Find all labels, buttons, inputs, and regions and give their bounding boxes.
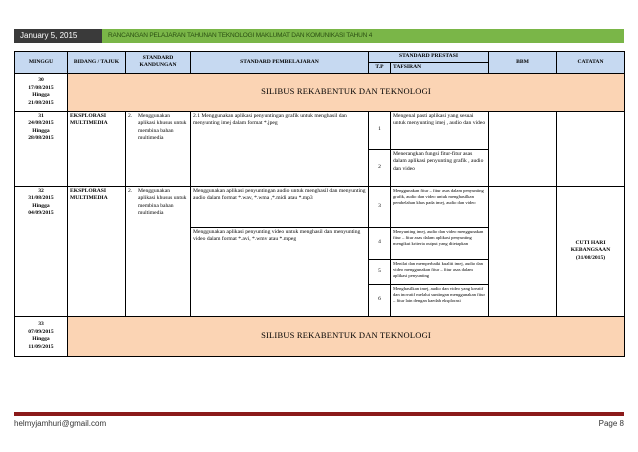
footer-email: helmyjamhuri@gmail.com bbox=[14, 419, 107, 428]
standard-pembelajaran-cell: 2.1 Menggunakan aplikasi penyuntingan grafik untuk menghasil dan menyunting imej dalam format *.jpeg bbox=[191, 111, 369, 186]
table-row bbox=[15, 186, 625, 227]
tafsiran-cell: Menyunting imej, audio dan video menggunakan fitur – fitur asas dalam aplikasi penyunting mengikut kriteria output yang ditetapkan bbox=[391, 227, 489, 259]
tafsiran-cell: Menerangkan fungsi fitur-fitur asas dalam aplikasi penyunting grafik , audio dan video bbox=[391, 149, 489, 186]
header-date: January 5, 2015 bbox=[14, 29, 102, 43]
catatan-cell bbox=[557, 111, 625, 186]
tafsiran-cell: Menggunakan fitur – fitur asas dalam penyunting grafik, audio dan video untuk menghasilkan pembelahan khas pada imej, audio dan video bbox=[391, 186, 489, 227]
tp-cell: 4 bbox=[369, 227, 391, 259]
tafsiran-cell: Mengenal pasti aplikasi yang sesuai untuk menyunting imej , audio dan video bbox=[391, 111, 489, 149]
tp-cell: 2 bbox=[369, 149, 391, 186]
standard-pembelajaran-cell: Menggunakan aplikasi penyunting video untuk menghasil dan menyunting video dalam format *.avi, *.wmv atau *.mpeg bbox=[191, 227, 369, 316]
col-catatan: CATATAN bbox=[557, 52, 625, 74]
page-header bbox=[14, 29, 624, 43]
table-row bbox=[15, 316, 625, 356]
col-bidang: BIDANG / TAJUK bbox=[68, 52, 126, 74]
tafsiran-cell: Menghasilkan imej, audio dan video yang kreatif dan inovatif melalui suntingan menggunakan fitur – fitur lain dengan kaedah eksplorasi bbox=[391, 284, 489, 316]
tp-cell: 3 bbox=[369, 186, 391, 227]
table-row bbox=[15, 73, 625, 111]
tp-cell: 1 bbox=[369, 111, 391, 149]
col-bbm: BBM bbox=[489, 52, 557, 74]
week-cell: 33 07/09/2015 Hingga 11/09/2015 bbox=[15, 316, 68, 356]
silibus-banner: SILIBUS REKABENTUK DAN TEKNOLOGI bbox=[68, 316, 625, 356]
standard-kandungan-cell: 2. Menggunakan aplikasi khusus untuk membina bahan multimedia bbox=[126, 111, 191, 186]
col-standard-prestasi: STANDARD PRESTASI bbox=[369, 52, 489, 63]
standard-kandungan-cell: 2. Menggunakan aplikasi khusus untuk membina bahan multimedia bbox=[126, 186, 191, 316]
bbm-cell bbox=[489, 186, 557, 316]
footer-divider bbox=[14, 412, 624, 416]
week-cell: 31 24/08/2015 Hingga 28/08/2015 bbox=[15, 111, 68, 186]
tp-cell: 6 bbox=[369, 284, 391, 316]
col-minggu: MINGGU bbox=[15, 52, 68, 74]
bidang-cell: EKSPLORASI MULTIMEDIA bbox=[68, 186, 126, 316]
lesson-plan-table bbox=[14, 51, 625, 357]
bbm-cell bbox=[489, 111, 557, 186]
col-tp: T.P bbox=[369, 63, 391, 74]
footer-page-number: Page 8 bbox=[598, 419, 624, 428]
week-cell: 30 17/08/2015 Hingga 21/08/2015 bbox=[15, 73, 68, 111]
header-title: RANCANGAN PELAJARAN TAHUNAN TEKNOLOGI MAKLUMAT DAN KOMUNIKASI TAHUN 4 bbox=[102, 29, 624, 43]
catatan-cell: CUTI HARI KEBANGSAAN (31/08/2015) bbox=[557, 186, 625, 316]
silibus-banner: SILIBUS REKABENTUK DAN TEKNOLOGI bbox=[68, 73, 625, 111]
col-standard-pembelajaran: STANDARD PEMBELAJARAN bbox=[191, 52, 369, 74]
table-row bbox=[15, 111, 625, 149]
col-standard-kandungan: STANDARD KANDUNGAN bbox=[126, 52, 191, 74]
tp-cell: 5 bbox=[369, 259, 391, 284]
bidang-cell: EKSPLORASI MULTIMEDIA bbox=[68, 111, 126, 186]
col-tafsiran: TAFSIRAN bbox=[391, 63, 489, 74]
tafsiran-cell: Menilai dan memperbaiki kualiti imej, audio dan video menggunakan fitur – fitur asas dalam aplikasi penyunting bbox=[391, 259, 489, 284]
week-cell: 32 31/08/2015 Hingga 04/09/2015 bbox=[15, 186, 68, 316]
standard-pembelajaran-cell: Menggunakan aplikasi penyuntingan audio untuk menghasil dan menyunting audio dalam format *.wav, *.wma ,*.midi atau *.mp3 bbox=[191, 186, 369, 227]
